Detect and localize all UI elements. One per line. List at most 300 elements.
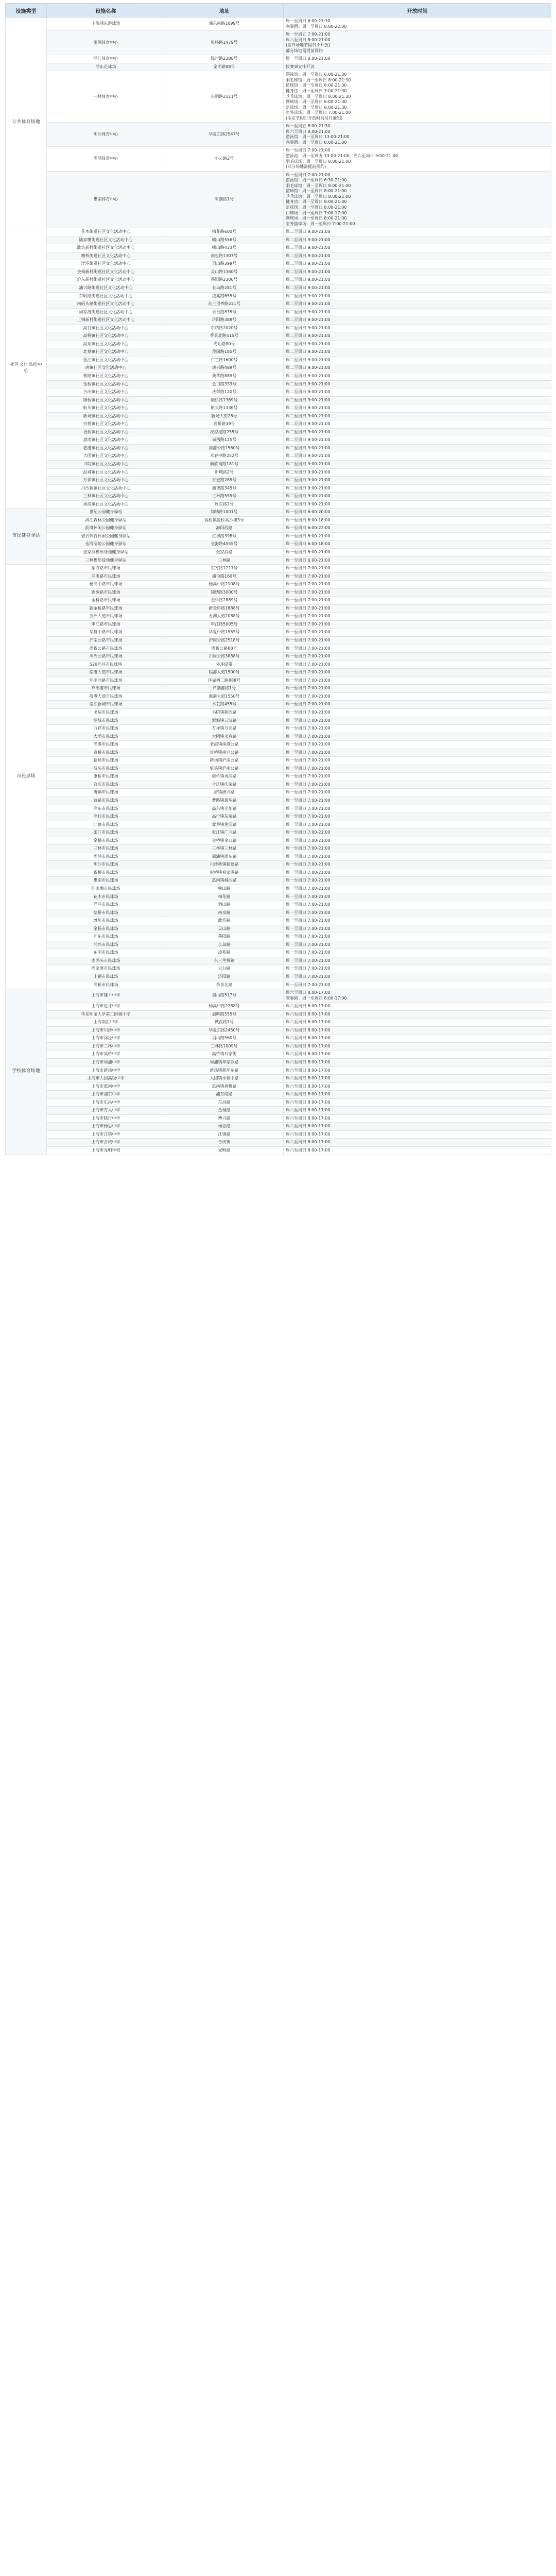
table-row bbox=[6, 853, 551, 861]
name-cell: 海港大道市民球场 bbox=[47, 692, 165, 701]
header-name: 设施名称 bbox=[47, 4, 165, 18]
address-cell: 沪南公路2518号 bbox=[165, 637, 284, 645]
name-cell: 老港市民球场 bbox=[47, 741, 165, 749]
table-row bbox=[6, 1139, 551, 1147]
hours-cell: 周一至周日 6:00-18:00 bbox=[284, 540, 551, 549]
name-cell: 东明路街道社区文化活动中心 bbox=[47, 292, 165, 300]
address-cell: 华夏东路2547号 bbox=[165, 123, 284, 147]
address-cell: 季景北路515号 bbox=[165, 332, 284, 341]
hours-cell: 周一至周日 7:00-21:00 bbox=[284, 941, 551, 949]
table-row bbox=[6, 708, 551, 717]
name-cell: 万祥镇社区文化活动中心 bbox=[47, 477, 165, 485]
table-row bbox=[6, 1130, 551, 1139]
name-cell: 祝桥市民球场 bbox=[47, 869, 165, 877]
address-cell: 唐镇唐兴路 bbox=[165, 789, 284, 797]
table-row bbox=[6, 300, 551, 309]
name-cell: 滨江森林公园健身驿站 bbox=[47, 516, 165, 524]
address-cell: 三林路 bbox=[165, 556, 284, 565]
table-row bbox=[6, 933, 551, 941]
hours-cell: 周一至周五 7:00-21:00 周六至周日 8:00-21:00 (室外场地节假日不开放) 部分场地需提前预约 bbox=[284, 31, 551, 55]
hours-cell: 周二至周日 9:00-21:00 bbox=[284, 236, 551, 244]
hours-cell: 周二至周日 9:00-21:00 bbox=[284, 340, 551, 348]
hours-cell: 周一至周日 7:00-21:00 bbox=[284, 853, 551, 861]
table-row bbox=[6, 1075, 551, 1083]
hours-cell: 周二至周日 9:00-21:00 bbox=[284, 260, 551, 268]
name-cell: 张江镇社区文化活动中心 bbox=[47, 356, 165, 364]
hours-cell: 周二至周日 9:00-21:00 bbox=[284, 244, 551, 252]
hours-cell: 周一至周日 7:00-21:00 bbox=[284, 805, 551, 813]
name-cell: 上海南汇中学 bbox=[47, 1019, 165, 1027]
address-cell: 红枫路398号 bbox=[165, 532, 284, 540]
address-cell: 杨高中路2108号 bbox=[165, 581, 284, 589]
hours-cell: 周一至周日 7:00-21:00 bbox=[284, 861, 551, 869]
name-cell: 张江市民球场 bbox=[47, 829, 165, 837]
name-cell: 杨高中路市民球场 bbox=[47, 581, 165, 589]
address-cell: 新欣南路181号 bbox=[165, 461, 284, 469]
name-cell: 东方路市民球场 bbox=[47, 565, 165, 573]
table-row bbox=[6, 308, 551, 316]
hours-cell: 周一至周日 7:00-21:00 bbox=[284, 901, 551, 909]
name-cell: 大团镇社区文化活动中心 bbox=[47, 452, 165, 461]
address-cell: 芦潮港路1号 bbox=[165, 685, 284, 693]
table-row bbox=[6, 484, 551, 493]
category-cell: 市民健身驿站 bbox=[6, 509, 47, 565]
hours-cell: 周二至周日 9:00-21:00 bbox=[284, 388, 551, 397]
table-row bbox=[6, 276, 551, 284]
table-row bbox=[6, 244, 551, 252]
address-cell: 崂山路 bbox=[165, 885, 284, 893]
name-cell: 北蔡镇社区文化活动中心 bbox=[47, 348, 165, 357]
hours-cell: 周二至周日 9:00-21:00 bbox=[284, 332, 551, 341]
name-cell: 三林体育中心 bbox=[47, 71, 165, 123]
address-cell: 听潮路1号 bbox=[165, 171, 284, 228]
hours-cell: 周一至周日 7:00-21:00 bbox=[284, 725, 551, 733]
name-cell: 曹路市民球场 bbox=[47, 796, 165, 805]
table-row bbox=[6, 613, 551, 621]
hours-cell: 周二至周日 9:00-21:00 bbox=[284, 404, 551, 413]
hours-cell: 周一至周日 7:00-21:00 bbox=[284, 917, 551, 925]
address-cell: 浦东南路1099号 bbox=[165, 18, 284, 31]
table-row bbox=[6, 236, 551, 244]
name-cell: 康桥镇社区文化活动中心 bbox=[47, 396, 165, 404]
address-cell: 南泉路 bbox=[165, 909, 284, 917]
name-cell: 上海市江镇中学 bbox=[47, 1130, 165, 1139]
table-row bbox=[6, 1035, 551, 1043]
address-cell: 华夏东路2450号 bbox=[165, 1026, 284, 1035]
table-row bbox=[6, 71, 551, 123]
name-cell: 高行市民球场 bbox=[47, 813, 165, 821]
table-row bbox=[6, 717, 551, 725]
address-cell: 新场镇新环东路 bbox=[165, 1066, 284, 1075]
hours-cell: 周一至周日 7:00-21:00 bbox=[284, 676, 551, 685]
address-cell: 凌兆路655号 bbox=[165, 292, 284, 300]
table-row bbox=[6, 957, 551, 965]
hours-cell: 周二至周日 9:00-21:00 bbox=[284, 468, 551, 477]
address-cell: 东靖路2020号 bbox=[165, 324, 284, 332]
address-cell: 季景北路 bbox=[165, 981, 284, 989]
name-cell: 花木市民球场 bbox=[47, 893, 165, 901]
address-cell: 高东镇光灿路 bbox=[165, 805, 284, 813]
table-row bbox=[6, 901, 551, 909]
address-cell: 张杨路1479号 bbox=[165, 31, 284, 55]
address-cell: 康桥镇秀浦路 bbox=[165, 773, 284, 781]
address-cell: 灵山路1360号 bbox=[165, 268, 284, 276]
table-row bbox=[6, 645, 551, 653]
hours-cell: 周一至周日 7:00-21:00 bbox=[284, 845, 551, 853]
address-cell: 羽山路399号 bbox=[165, 260, 284, 268]
address-cell: 高桥镇石家街 bbox=[165, 1050, 284, 1059]
facility-table bbox=[5, 3, 551, 1155]
name-cell: 周家渡市民球场 bbox=[47, 965, 165, 973]
name-cell: 康桥市民球场 bbox=[47, 773, 165, 781]
name-cell: 临港大道市民球场 bbox=[47, 669, 165, 677]
address-cell: 惠南镇城西路 bbox=[165, 877, 284, 885]
hours-cell: 周一至周日 7:00-21:00 bbox=[284, 660, 551, 669]
table-row bbox=[6, 404, 551, 413]
name-cell: 前滩休闲公园健身驿站 bbox=[47, 524, 165, 533]
address-cell: 大团镇永春中路 bbox=[165, 1075, 284, 1083]
table-row bbox=[6, 869, 551, 877]
hours-cell: 周二至周日 9:00-21:00 bbox=[284, 396, 551, 404]
name-cell: 浦东足球场 bbox=[47, 63, 165, 71]
address-cell: 东昌路 bbox=[165, 1098, 284, 1107]
category-cell: 公共体育场地 bbox=[6, 18, 47, 228]
name-cell: 三林市民球场 bbox=[47, 845, 165, 853]
hours-cell: 周一至周日 7:00-21:00 bbox=[284, 877, 551, 885]
name-cell: 沪东新村街道社区文化活动中心 bbox=[47, 276, 165, 284]
name-cell: 川沙体育中心 bbox=[47, 123, 165, 147]
address-cell: 金科路2889号 bbox=[165, 597, 284, 605]
name-cell: 金海湿地公园健身驿站 bbox=[47, 540, 165, 549]
address-cell: 莱阳路2300号 bbox=[165, 276, 284, 284]
address-cell: 浦电路160号 bbox=[165, 572, 284, 581]
hours-cell: 周二至周日 9:00-21:00 bbox=[284, 316, 551, 325]
hours-cell: 周一至周日 7:00-21:00 bbox=[284, 981, 551, 989]
address-cell: 老港镇南港公路 bbox=[165, 741, 284, 749]
name-cell: 上海市新场中学 bbox=[47, 1066, 165, 1075]
hours-cell: 周一至周日 7:00-21:00 bbox=[284, 893, 551, 901]
table-row bbox=[6, 436, 551, 445]
address-cell: 海港大道1550号 bbox=[165, 692, 284, 701]
name-cell: 北蔡市民球场 bbox=[47, 821, 165, 829]
name-cell: 万祥市民球场 bbox=[47, 725, 165, 733]
address-cell: 张江镇广兰路 bbox=[165, 829, 284, 837]
name-cell: 周浦市民球场 bbox=[47, 853, 165, 861]
address-cell: 梅花路 bbox=[165, 893, 284, 901]
address-cell: 杨高中路2788号 bbox=[165, 1003, 284, 1011]
hours-cell: 周一至周日 7:00-21:00 bbox=[284, 925, 551, 933]
name-cell: 曹路镇社区文化活动中心 bbox=[47, 372, 165, 380]
table-row bbox=[6, 949, 551, 957]
table-row bbox=[6, 749, 551, 757]
hours-cell: 周二至周日 9:00-21:00 bbox=[284, 444, 551, 452]
table-row bbox=[6, 332, 551, 341]
address-cell: 南港公路1560号 bbox=[165, 444, 284, 452]
hours-cell: 周六至周日 8:00-17:00 bbox=[284, 1123, 551, 1131]
hours-cell: 周二至周日 9:00-21:00 bbox=[284, 268, 551, 276]
name-cell: 洋泾市民球场 bbox=[47, 901, 165, 909]
table-row bbox=[6, 268, 551, 276]
name-cell: 源深体育中心 bbox=[47, 31, 165, 55]
name-cell: 上海市周浦中学 bbox=[47, 1059, 165, 1067]
address-cell: 庆荣路120号 bbox=[165, 388, 284, 397]
hours-cell: 周六至周日 8:00-17:00 bbox=[284, 1026, 551, 1035]
address-cell: 长岛路 bbox=[165, 941, 284, 949]
table-row bbox=[6, 428, 551, 436]
hours-cell: 周一至周日 6:00-21:00 bbox=[284, 556, 551, 565]
table-row bbox=[6, 861, 551, 869]
address-cell: 周浦镇周东路 bbox=[165, 853, 284, 861]
hours-cell: 周一至周五 8:00-21:30 周六至周日 8:00-21:00 游泳馆：周一至周日 13:00-21:00 寒暑假：周一至周日 8:00-21:00 bbox=[284, 123, 551, 147]
table-row bbox=[6, 813, 551, 821]
hours-cell: 周一至周日 7:00-21:00 bbox=[284, 837, 551, 845]
name-cell: 华东师范大学第二附属中学 bbox=[47, 1010, 165, 1019]
name-cell: 金桥镇社区文化活动中心 bbox=[47, 380, 165, 388]
hours-cell: 周六至周日 8:00-17:00 bbox=[284, 1130, 551, 1139]
address-cell: 环湖西二路888号 bbox=[165, 676, 284, 685]
name-cell: 新场市民球场 bbox=[47, 757, 165, 765]
address-cell: 惠南镇拱极路 bbox=[165, 1082, 284, 1091]
name-cell: 唐镇市民球场 bbox=[47, 789, 165, 797]
hours-cell: 周一至周日 7:00-21:00 bbox=[284, 717, 551, 725]
table-row bbox=[6, 540, 551, 549]
table-row bbox=[6, 556, 551, 565]
name-cell: 南码头市民球场 bbox=[47, 957, 165, 965]
table-row bbox=[6, 1114, 551, 1123]
table-row bbox=[6, 565, 551, 573]
hours-cell: 周一至周日 7:00-21:00 bbox=[284, 949, 551, 957]
name-cell: 上海市育人中学 bbox=[47, 1107, 165, 1115]
name-cell: 洋泾街道社区文化活动中心 bbox=[47, 260, 165, 268]
address-cell: 张家浜路 bbox=[165, 549, 284, 557]
table-row bbox=[6, 629, 551, 637]
name-cell: 沪南公路市民球场 bbox=[47, 637, 165, 645]
table-row bbox=[6, 660, 551, 669]
name-cell: 泥城镇社区文化活动中心 bbox=[47, 468, 165, 477]
hours-cell: 周一至周日 7:00-21:00 bbox=[284, 813, 551, 821]
address-cell: 川周公路3888号 bbox=[165, 653, 284, 661]
hours-cell: 周一至周日 7:00-21:00 bbox=[284, 973, 551, 981]
name-cell: 上海市惠南中学 bbox=[47, 1082, 165, 1091]
name-cell: 三林楔形绿地健身驿站 bbox=[47, 556, 165, 565]
name-cell: 陆家嘴市民球场 bbox=[47, 885, 165, 893]
name-cell: 周浦镇社区文化活动中心 bbox=[47, 500, 165, 509]
name-cell: 书院镇社区文化活动中心 bbox=[47, 461, 165, 469]
hours-cell: 周六至周日 8:00-17:00 bbox=[284, 1042, 551, 1050]
address-cell: 城西路125号 bbox=[165, 436, 284, 445]
address-cell: 莲园路185号 bbox=[165, 348, 284, 357]
table-row bbox=[6, 509, 551, 517]
address-cell: 东明路2111号 bbox=[165, 71, 284, 123]
hours-cell: 周二至周日 9:00-21:00 bbox=[284, 284, 551, 292]
name-cell: 书院市民球场 bbox=[47, 708, 165, 717]
hours-cell: 周二至周日 9:00-21:00 bbox=[284, 500, 551, 509]
hours-cell: 周一至周日 7:00-21:00 bbox=[284, 685, 551, 693]
address-cell: 金海路4555号 bbox=[165, 540, 284, 549]
table-row bbox=[6, 252, 551, 260]
address-cell: 济阳路388号 bbox=[165, 316, 284, 325]
hours-cell: 周一至周日 7:00-21:00 游泳池：周一至周五 13:00-21:00，周六至周日 9:00-21:00 羽毛球场：周一至周日 8:00-21:00 (部分场地需提前预约) bbox=[284, 147, 551, 171]
name-cell: 锦绣路市民球场 bbox=[47, 588, 165, 597]
address-cell: 祝家港路255号 bbox=[165, 428, 284, 436]
name-cell: 新金桥路市民球场 bbox=[47, 604, 165, 613]
table-row bbox=[6, 741, 551, 749]
name-cell: 惠南市民球场 bbox=[47, 877, 165, 885]
name-cell: 合庆镇社区文化活动中心 bbox=[47, 388, 165, 397]
hours-cell: 周二至周日 9:00-21:00 bbox=[284, 324, 551, 332]
address-cell: 小云路2号 bbox=[165, 147, 284, 171]
address-cell: 东三里桥路 bbox=[165, 957, 284, 965]
table-row bbox=[6, 829, 551, 837]
table-row bbox=[6, 420, 551, 429]
table-row bbox=[6, 516, 551, 524]
address-cell: 云台路835号 bbox=[165, 308, 284, 316]
name-cell: 川周公路市民球场 bbox=[47, 653, 165, 661]
table-row bbox=[6, 837, 551, 845]
address-cell: 羽山路 bbox=[165, 901, 284, 909]
table-row bbox=[6, 973, 551, 981]
table-row bbox=[6, 669, 551, 677]
address-cell: 莱阳路 bbox=[165, 933, 284, 941]
name-cell: 世纪公园健身驿站 bbox=[47, 509, 165, 517]
table-row bbox=[6, 1003, 551, 1011]
name-cell: 高东镇社区文化活动中心 bbox=[47, 340, 165, 348]
name-cell: 上海市大团高级中学 bbox=[47, 1075, 165, 1083]
table-row bbox=[6, 324, 551, 332]
hours-cell: 周六至周日 8:00-17:00 bbox=[284, 1082, 551, 1091]
table-row bbox=[6, 461, 551, 469]
address-cell: 潍坊路 bbox=[165, 917, 284, 925]
hours-cell: 周二至周日 9:00-21:00 bbox=[284, 452, 551, 461]
hours-cell: 周二至周日 9:00-21:00 bbox=[284, 493, 551, 501]
table-row bbox=[6, 55, 551, 63]
name-cell: 潍坊新村街道社区文化活动中心 bbox=[47, 244, 165, 252]
name-cell: 浦兴路街道社区文化活动中心 bbox=[47, 284, 165, 292]
name-cell: 金科路市民球场 bbox=[47, 597, 165, 605]
address-cell: 康桥路1369号 bbox=[165, 396, 284, 404]
table-row bbox=[6, 676, 551, 685]
header-category: 设施类型 bbox=[6, 4, 47, 18]
name-cell: 浦江体育中心 bbox=[47, 55, 165, 63]
name-cell: 东明市民球场 bbox=[47, 949, 165, 957]
address-cell: 梅花路600号 bbox=[165, 228, 284, 236]
hours-cell: 周六至周日 8:00-17:00 bbox=[284, 1114, 551, 1123]
table-row bbox=[6, 1042, 551, 1050]
hours-cell: 周六至周日 8:00-17:00 bbox=[284, 1003, 551, 1011]
hours-cell: 周二至周日 9:00-21:00 bbox=[284, 420, 551, 429]
table-row bbox=[6, 444, 551, 452]
hours-cell: 周一至周日 7:00-21:00 bbox=[284, 597, 551, 605]
hours-cell: 周二至周日 9:00-21:00 bbox=[284, 292, 551, 300]
address-cell: 唐兴路489号 bbox=[165, 364, 284, 372]
name-cell: 新场镇社区文化活动中心 bbox=[47, 412, 165, 420]
hours-cell: 周一至周日 7:00-21:00 bbox=[284, 757, 551, 765]
table-row bbox=[6, 1147, 551, 1155]
table-row bbox=[6, 1050, 551, 1059]
address-cell: 宣桥镇南六公路 bbox=[165, 749, 284, 757]
address-cell: 新场大街28号 bbox=[165, 412, 284, 420]
name-cell: 高桥镇社区文化活动中心 bbox=[47, 332, 165, 341]
address-cell: 杨思路 bbox=[165, 1123, 284, 1131]
hours-cell: 周六至周日 8:00-17:00 bbox=[284, 1050, 551, 1059]
table-row bbox=[6, 685, 551, 693]
table-row bbox=[6, 773, 551, 781]
name-cell: 高行镇社区文化活动中心 bbox=[47, 324, 165, 332]
name-cell: 上海市高桥中学 bbox=[47, 1050, 165, 1059]
table-row bbox=[6, 396, 551, 404]
name-cell: 高桥市民球场 bbox=[47, 981, 165, 989]
table-row bbox=[6, 1059, 551, 1067]
table-row bbox=[6, 477, 551, 485]
address-cell: 南泉路1307号 bbox=[165, 252, 284, 260]
name-cell: S20外环市民球场 bbox=[47, 660, 165, 669]
name-cell: 沪东市民球场 bbox=[47, 933, 165, 941]
table-row bbox=[6, 1019, 551, 1027]
table-row bbox=[6, 1098, 551, 1107]
hours-cell: 周一至周日 6:00-20:00 bbox=[284, 509, 551, 517]
table-row bbox=[6, 789, 551, 797]
table-row bbox=[6, 412, 551, 420]
table-row bbox=[6, 147, 551, 171]
address-cell: 合庆镇 bbox=[165, 1139, 284, 1147]
address-cell: 崮山路517号 bbox=[165, 989, 284, 1003]
table-row bbox=[6, 1010, 551, 1019]
address-cell: 陈行路2388号 bbox=[165, 55, 284, 63]
hours-cell: 周一至周日 7:00-21:00 bbox=[284, 781, 551, 789]
table-row bbox=[6, 1123, 551, 1131]
address-cell: 周祝公路88号 bbox=[165, 645, 284, 653]
name-cell: 唐镇社区文化活动中心 bbox=[47, 364, 165, 372]
name-cell: 高东市民球场 bbox=[47, 805, 165, 813]
address-cell: 金桥镇金口路 bbox=[165, 837, 284, 845]
name-cell: 老港镇社区文化活动中心 bbox=[47, 444, 165, 452]
name-cell: 周浦体育中心 bbox=[47, 147, 165, 171]
table-row bbox=[6, 733, 551, 741]
name-cell: 合庆市民球场 bbox=[47, 781, 165, 789]
hours-cell: 周六至周日 8:00-17:00 寒暑假：周一至周日 8:00-17:00 bbox=[284, 989, 551, 1003]
address-cell: 三林路1009号 bbox=[165, 1042, 284, 1050]
table-row bbox=[6, 845, 551, 853]
hours-cell: 周一至周日 7:00-21:00 bbox=[284, 653, 551, 661]
address-cell: 申江路5005号 bbox=[165, 620, 284, 629]
name-cell: 金杨新村街道社区文化活动中心 bbox=[47, 268, 165, 276]
hours-cell: 周六至周日 8:00-17:00 bbox=[284, 1147, 551, 1155]
table-row bbox=[6, 18, 551, 31]
name-cell: 大团市民球场 bbox=[47, 733, 165, 741]
hours-cell: 周二至周日 9:00-21:00 bbox=[284, 348, 551, 357]
hours-cell: 周一至周日 7:00-21:00 bbox=[284, 669, 551, 677]
hours-cell: 周一至周日 6:00-22:00 bbox=[284, 524, 551, 533]
name-cell: 南码头路街道社区文化活动中心 bbox=[47, 300, 165, 309]
address-cell: 济阳路 bbox=[165, 973, 284, 981]
table-row bbox=[6, 637, 551, 645]
address-cell: 新金桥路1888号 bbox=[165, 604, 284, 613]
address-cell: 金湘路88号 bbox=[165, 63, 284, 71]
hours-cell: 周一至周日 7:00-21:00 bbox=[284, 613, 551, 621]
name-cell: 上海市陆行中学 bbox=[47, 1114, 165, 1123]
table-row bbox=[6, 604, 551, 613]
table-row bbox=[6, 989, 551, 1003]
address-cell: 五洲大道2088号 bbox=[165, 613, 284, 621]
hours-cell: 周六至周日 8:00-17:00 bbox=[284, 1075, 551, 1083]
address-cell: 周浦镇年家浜路 bbox=[165, 1059, 284, 1067]
name-cell: 惠南镇社区文化活动中心 bbox=[47, 436, 165, 445]
address-cell: 崂山路433号 bbox=[165, 244, 284, 252]
hours-cell: 周一至周日 6:00-21:30 寒暑假：周一至周日 8:00-22:00 bbox=[284, 18, 551, 31]
table-row bbox=[6, 1066, 551, 1075]
address-cell: 锦绣路3000号 bbox=[165, 588, 284, 597]
address-cell: 曹路镇龚华路 bbox=[165, 796, 284, 805]
